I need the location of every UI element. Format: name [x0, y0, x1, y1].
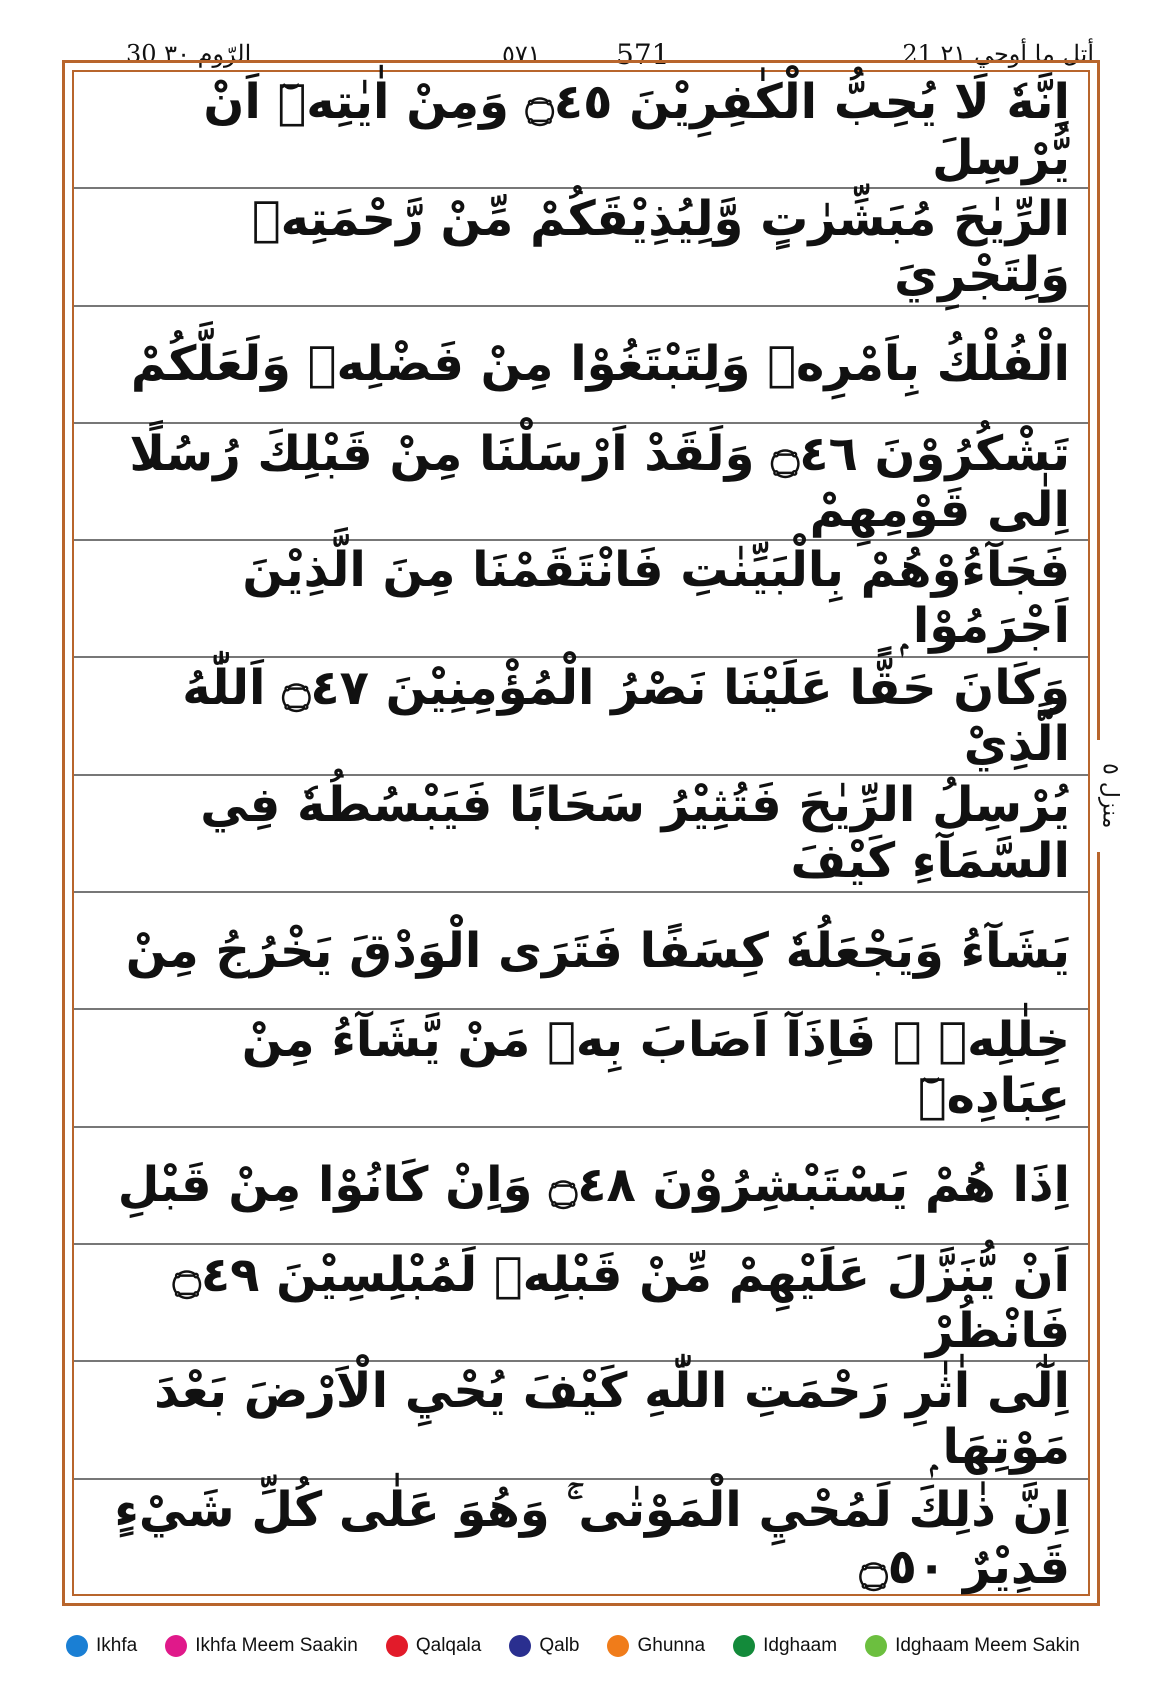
legend-item: [386, 1635, 482, 1657]
header-surah-name: 30 الرّوم ٣٠: [120, 40, 257, 68]
legend-color-dot: [607, 1635, 629, 1657]
legend-label: Idghaam: [763, 1635, 838, 1656]
legend-color-dot: [509, 1635, 531, 1657]
verse-line: اَنْ يُّنَزَّلَ عَلَيْهِمْ مِّنْ قَبْلِهٖ لَمُبْلِسِيْنَ ۝٤٩ فَانْظُرْ: [74, 1245, 1088, 1362]
tajweed-legend: [66, 1626, 1106, 1666]
legend-label: Idghaam Meem Sakin: [895, 1635, 1080, 1656]
legend-label: Ikhfa Meem Saakin: [195, 1635, 358, 1656]
legend-color-dot: [165, 1635, 187, 1657]
legend-label: Qalqala: [415, 1635, 482, 1656]
legend-label: Ghunna: [637, 1635, 706, 1656]
header-juz-name: 21 أتل ما أوحي ٢١: [896, 40, 1100, 68]
legend-item: [66, 1635, 137, 1657]
legend-label: Qalb: [539, 1635, 580, 1656]
quran-text-area: [74, 72, 1088, 1597]
legend-label: Ikhfa: [96, 1635, 138, 1656]
verse-line: يُرْسِلُ الرِّيٰحَ فَتُثِيْرُ سَحَابًا فَيَبْسُطُهٗ فِي السَّمَآءِ كَيْفَ: [74, 776, 1088, 893]
verse-line: اِنَّ ذٰلِكَ لَمُحْيِ الْمَوْتٰى ۚ وَهُوَ عَلٰى كُلِّ شَيْءٍ قَدِيْرٌ ۝٥٠: [114, 1481, 1070, 1595]
legend-item: [865, 1635, 1080, 1657]
manzil-label: منزل ٥: [1097, 763, 1123, 829]
verse-line: خِلٰلِهٖ ۚ فَاِذَآ اَصَابَ بِهٖ مَنْ يَّشَآءُ مِنْ عِبَادِهٖٓ: [74, 1010, 1088, 1127]
legend-color-dot: [865, 1635, 887, 1657]
legend-item: [165, 1635, 358, 1657]
header-page-number: 571: [610, 38, 675, 71]
verse-line: الرِّيٰحَ مُبَشِّرٰتٍ وَّلِيُذِيْقَكُمْ مِّنْ رَّحْمَتِهٖ وَلِتَجْرِيَ: [74, 189, 1088, 306]
legend-color-dot: [386, 1635, 408, 1657]
verse-line: اِلٰٓى اٰثٰرِ رَحْمَتِ اللّٰهِ كَيْفَ يُحْيِ الْاَرْضَ بَعْدَ مَوْتِهَا ۭ: [74, 1362, 1088, 1479]
legend-color-dot: [733, 1635, 755, 1657]
legend-item: [733, 1635, 837, 1657]
legend-item: [509, 1635, 579, 1657]
verse-line: يَشَآءُ وَيَجْعَلُهٗ كِسَفًا فَتَرَى الْوَدْقَ يَخْرُجُ مِنْ: [74, 893, 1088, 1010]
legend-item: [607, 1635, 705, 1657]
verse-line: اِذَا هُمْ يَسْتَبْشِرُوْنَ ۝٤٨ وَاِنْ كَانُوْا مِنْ قَبْلِ: [74, 1128, 1088, 1245]
legend-color-dot: [66, 1635, 88, 1657]
verse-line: اِنَّهٗ لَا يُحِبُّ الْكٰفِرِيْنَ ۝٤٥ وَمِنْ اٰيٰتِهٖٓ اَنْ يُّرْسِلَ: [74, 72, 1088, 189]
verse-line: فَجَآءُوْهُمْ بِالْبَيِّنٰتِ فَانْتَقَمْنَا مِنَ الَّذِيْنَ اَجْرَمُوْا ۭ: [74, 541, 1088, 658]
verse-line: الْفُلْكُ بِاَمْرِهٖ وَلِتَبْتَغُوْا مِنْ فَضْلِهٖ وَلَعَلَّكُمْ: [74, 307, 1088, 424]
header-page-number-arabic: ٥٧١: [496, 40, 547, 68]
manzil-marker: [1092, 740, 1128, 852]
verse-line: وَكَانَ حَقًّا عَلَيْنَا نَصْرُ الْمُؤْمِنِيْنَ ۝٤٧ اَللّٰهُ الَّذِيْ: [74, 658, 1088, 775]
verse-line: تَشْكُرُوْنَ ۝٤٦ وَلَقَدْ اَرْسَلْنَا مِنْ قَبْلِكَ رُسُلًا اِلٰى قَوْمِهِمْ: [74, 424, 1088, 541]
